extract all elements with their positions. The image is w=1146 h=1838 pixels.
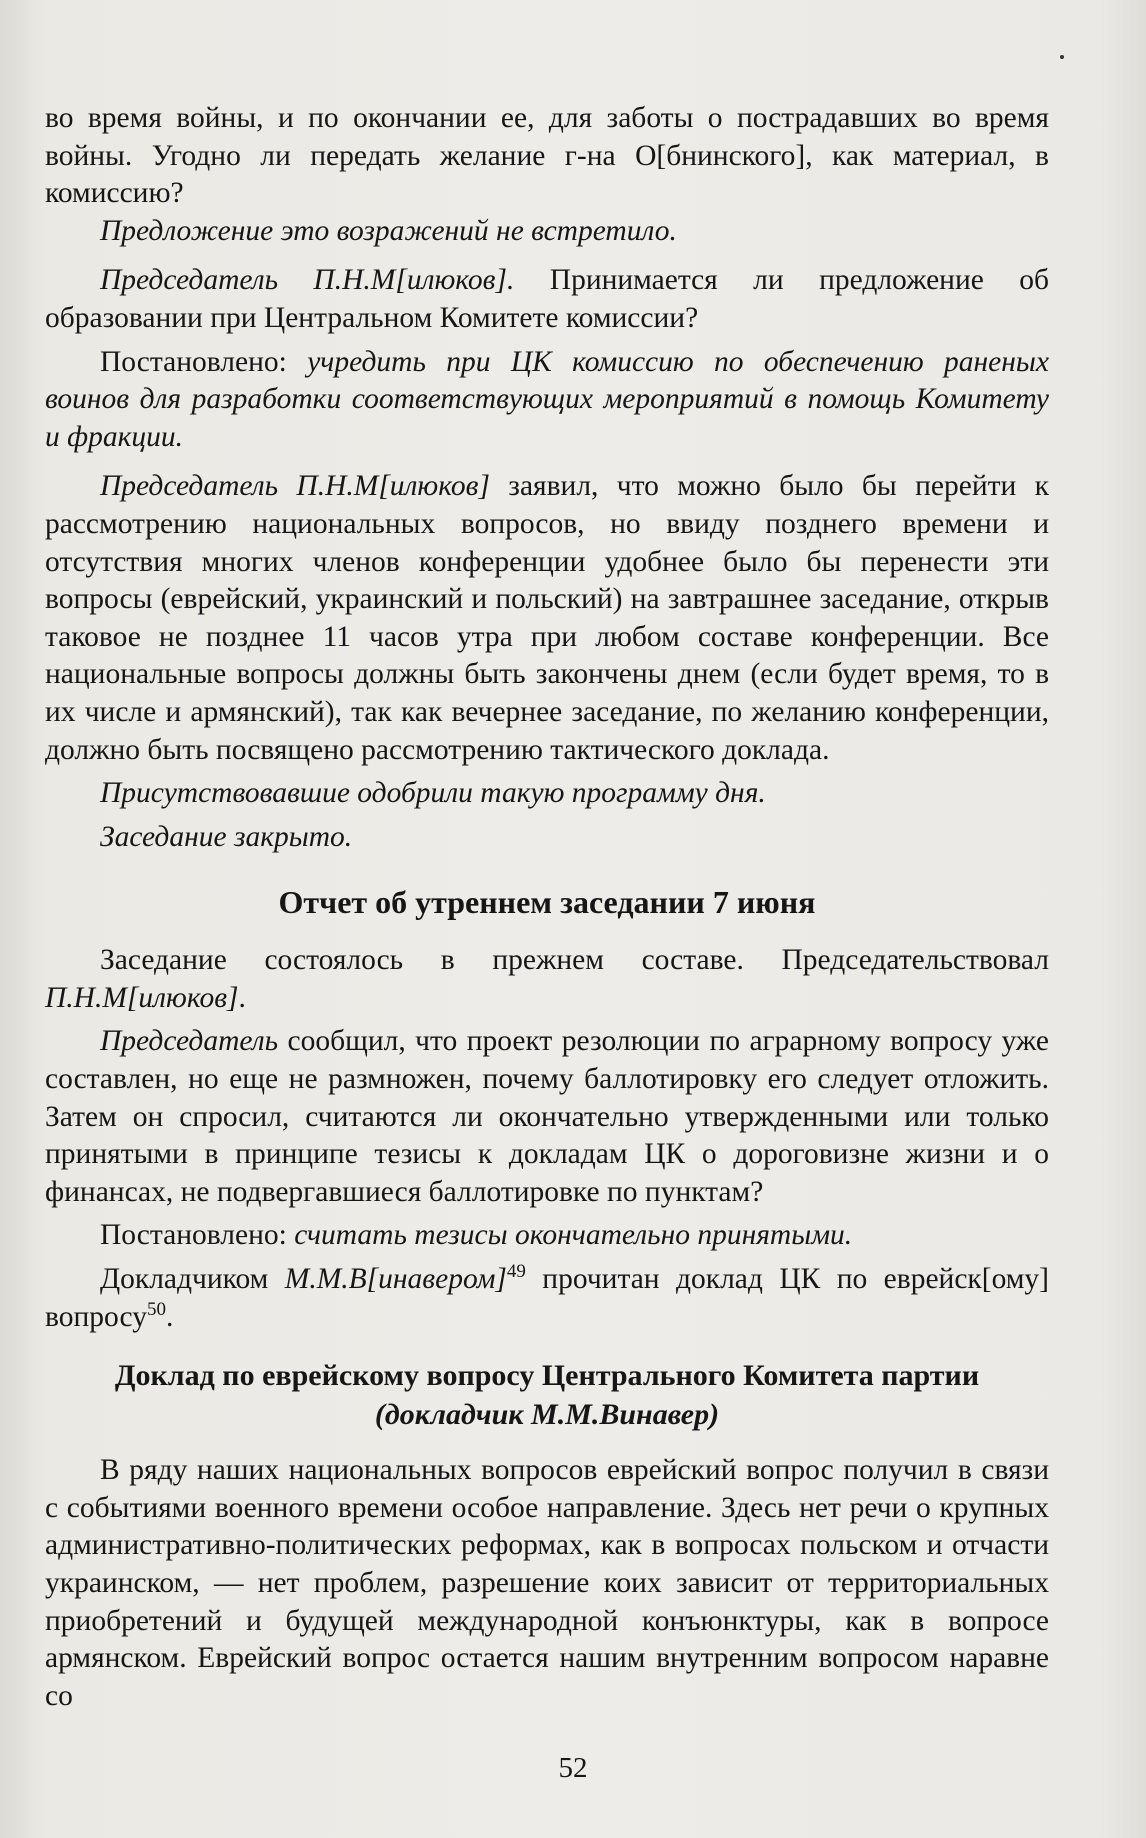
speaker-name: П.Н.М[илюков]: [45, 981, 239, 1014]
paragraph-12: В ряду наших национальных вопросов еврейский вопрос получил в связи с событиями военного времени особое направление. Здесь нет речи о крупных административно-политических реформах, как в вопросах польском и отчасти украинском, — нет проблем, разрешение коих зависит от территориальных приобретений и будущей международной конъюнктуры, как в вопросе армянском. Еврейский вопрос остается нашим внутренним вопросом наравне со: [45, 1454, 1049, 1712]
paragraph-2: [45, 213, 1049, 251]
speaker-name: Председатель П.Н.М[илюков]: [100, 470, 490, 503]
italic-text: Присутствовавшие одобрили такую программу дня.: [100, 777, 766, 810]
speaker-name: Председатель: [100, 1025, 279, 1058]
paragraph-5: Председатель П.Н.М[илюков] заявил, что можно было бы перейти к рассмотрению национальных вопросов, но ввиду позднего времени и отсутствия многих членов конференции удобнее было бы перенести эти вопросы (еврейский, украинский и польский) на завтрашнее заседание, открыв таковое не позднее 11 часов утра при любом составе конференции. Все национальные вопросы должны быть закончены днем (если будет время, то в их числе и армянский), так как вечернее заседание, по желанию конференции, должно быть посвящено рассмотрению тактического доклада.: [45, 470, 1049, 766]
section-heading-report: [45, 1356, 1049, 1434]
italic-text: Заседание закрыто.: [100, 820, 353, 853]
paragraph-6: [45, 775, 1049, 813]
speaker-name: Председатель П.Н.М[илюков].: [100, 264, 515, 297]
footnote-ref-49[interactable]: 49: [506, 1261, 526, 1283]
margin-mark: [1060, 55, 1064, 59]
report-speaker: (докладчик М.М.Винавер): [374, 1398, 720, 1432]
page-number: 52: [558, 1752, 588, 1784]
resolution-text: учредить при ЦК комиссию по обеспечению раненых воинов для разработки соответствующих мероприятий в помощь Комитету и фракции.: [45, 345, 1049, 453]
paragraph-10: Постановлено: считать тезисы окончательно принятыми.: [100, 1219, 853, 1252]
paragraph-11: Докладчиком М.М.В[инавером]$^{49}$ прочитан доклад ЦК по еврейск[ому] вопросу$^{50}$.: [45, 1261, 1050, 1333]
paragraph-8: Заседание состоялось в прежнем составе. Председательствовал П.Н.М[илюков].: [45, 944, 1049, 1014]
paragraph-9: Председатель сообщил, что проект резолюции по аграрному вопросу уже составлен, но еще не размножен, почему баллотировку его следует отложить. Затем он спросил, считаются ли окончательно утвержденными или только принятыми в принципе тезисы к докладам ЦК о дороговизне жизни и о финансах, не подвергавшиеся баллотировке по пунктам?: [45, 1025, 1049, 1208]
speaker-name: М.М.В[инавером]: [284, 1263, 507, 1296]
paragraph-3: Председатель П.Н.М[илюков]. Принимается ли предложение об образовании при Центральном Комитете комиссии?: [45, 264, 1050, 334]
report-title: Доклад по еврейскому вопросу Центрального Комитета партии: [114, 1359, 980, 1393]
italic-text: Предложение это возражений не встретило.: [100, 214, 677, 247]
resolution-text: считать тезисы окончательно принятыми.: [294, 1219, 853, 1252]
paragraph-1: во время войны, и по окончании ее, для заботы о пострадавших во время войны. Угодно ли передать желание г-на О[бнинского], как материал, в комиссию?: [45, 102, 1049, 210]
section-heading-morning-session: Отчет об утреннем заседании 7 июня: [278, 884, 816, 921]
paragraph-7: [45, 819, 1049, 857]
footnote-ref-50[interactable]: 50: [146, 1298, 166, 1320]
paragraph-4: Постановлено: учредить при ЦК комиссию по обеспечению раненых воинов для разработки соответствующих мероприятий в помощь Комитету и фракции.: [45, 345, 1049, 453]
